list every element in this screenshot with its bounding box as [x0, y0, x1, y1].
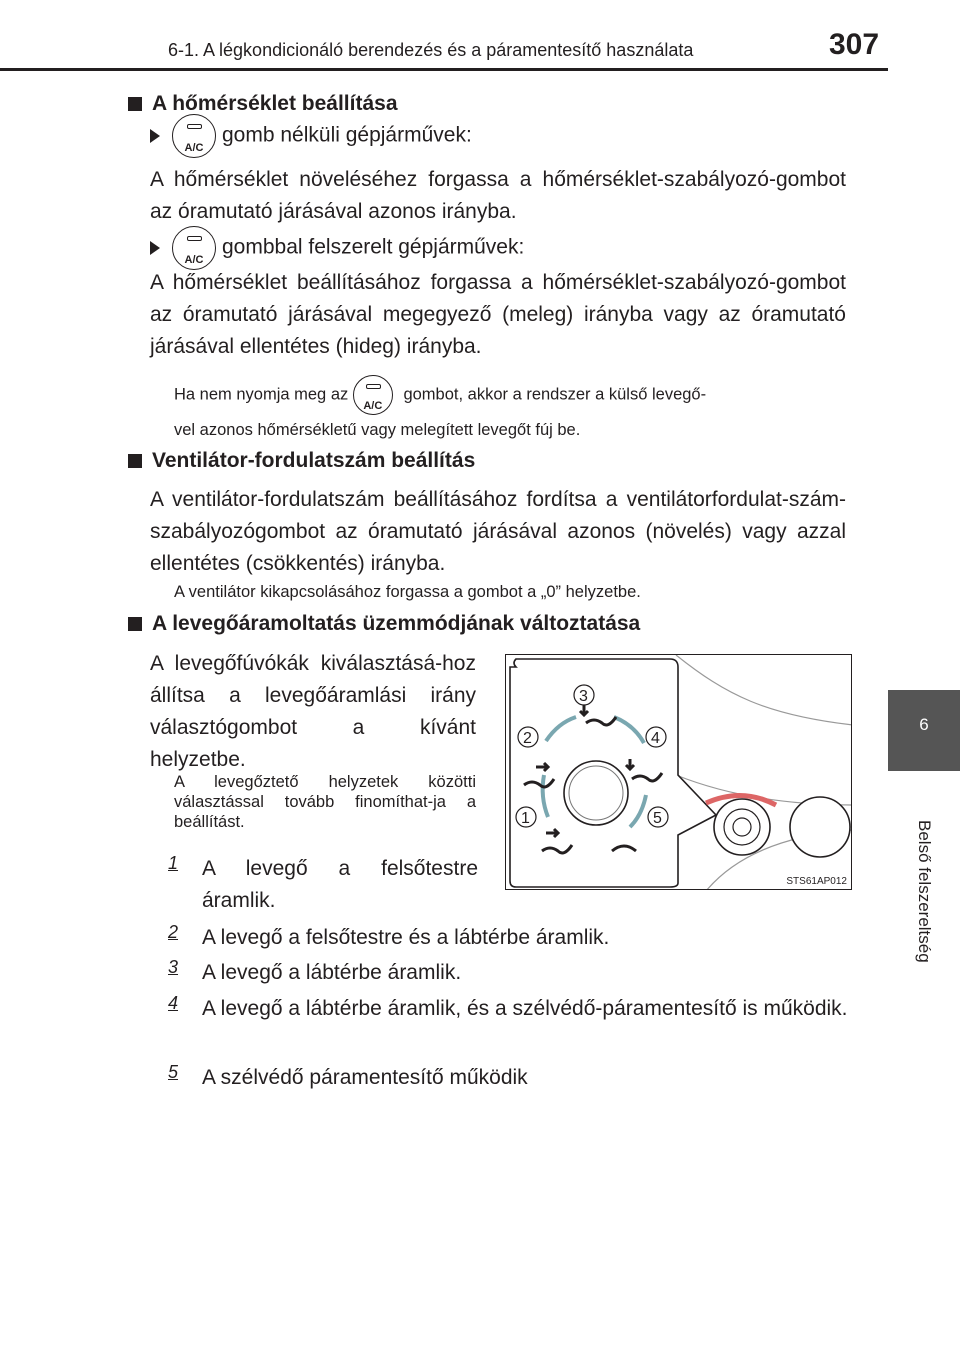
airflow-item: 2 A levegő a felsőtestre és a lábtérbe áramlik.: [168, 922, 610, 949]
airflow-item: 3 A levegő a lábtérbe áramlik.: [168, 957, 462, 984]
ac-button-icon: A/C: [353, 375, 393, 415]
mode-dial: [564, 761, 628, 825]
airflow-paragraph: A levegőfúvókák kiválasztásá-hoz állítsa a levegőáramlási irány választógombot a kívánt helyzetbe.: [150, 652, 476, 771]
ac-button-icon: A/C: [172, 114, 216, 158]
header-rule: [0, 68, 888, 71]
square-bullet-icon: [128, 454, 142, 468]
figure-label-5: 5: [653, 810, 662, 827]
temperature-paragraph-1: A hőmérséklet növeléséhez forgassa a hőmérséklet-szabályozó-gombot az óramutató járásával azonos irányba.: [150, 168, 846, 223]
airflow-item: 4 A levegő a lábtérbe áramlik, és a szélvédő-páramentesítő is működik.: [168, 993, 848, 1020]
airflow-note: A levegőztető helyzetek közötti választással tovább finomíthat-ja a beállítást.: [174, 773, 476, 831]
chapter-title: 6-1. A légkondicionáló berendezés és a páramentesítő használata: [168, 40, 694, 60]
mode-knob: [714, 799, 770, 855]
chapter-tab: 6: [888, 690, 960, 771]
airflow-item: 1 A levegő a felsőtestre áramlik.: [168, 853, 478, 912]
bullet-with-ac: A/C gombbal felszerelt gépjárművek:: [150, 226, 524, 270]
airflow-item: 5 A szélvédő páramentesítő működik: [168, 1062, 528, 1089]
temperature-paragraph-2: A hőmérséklet beállításához forgassa a hőmérséklet-szabályozó-gombot az óramutató járásával megegyező (meleg) irányba vagy az óramutató járásával ellentétes (hideg) irányba.: [150, 271, 846, 358]
section-heading-fan: Ventilátor-fordulatszám beállítás: [128, 449, 475, 473]
figure-label-4: 4: [651, 730, 660, 747]
triangle-bullet-icon: [150, 129, 160, 143]
triangle-bullet-icon: [150, 241, 160, 255]
bullet-without-ac: A/C gomb nélküli gépjárművek:: [150, 114, 472, 158]
fan-note: A ventilátor kikapcsolásához forgassa a gombot a „0” helyzetbe.: [174, 583, 641, 601]
fan-paragraph: A ventilátor-fordulatszám beállításához fordítsa a ventilátorfordulat-szám-szabályozógombot az óramutató járásával azonos (növelés) vagy azzal ellentétes (csökkentés) irányba.: [150, 488, 846, 575]
chapter-tab-label: Belső felszereltség: [915, 820, 934, 963]
square-bullet-icon: [128, 617, 142, 631]
airflow-dial-illustration: [506, 655, 852, 890]
figure-label-3: 3: [579, 688, 588, 705]
figure-label-2: 2: [523, 730, 532, 747]
figure-code: STS61AP012: [786, 876, 847, 887]
page-number: 307: [829, 28, 880, 61]
square-bullet-icon: [128, 97, 142, 111]
ac-button-icon: A/C: [172, 226, 216, 270]
section-heading-airflow: A levegőáramoltatás üzemmódjának változtatása: [128, 612, 640, 636]
section-heading-temperature: A hőmérséklet beállítása: [128, 92, 398, 116]
ac-note: Ha nem nyomja meg az A/C gombot, akkor a rendszer a külső levegő- vel azonos hőmérsékletű vagy melegített levegőt fúj be.: [174, 375, 846, 445]
airflow-mode-figure: [505, 654, 852, 890]
figure-label-1: 1: [521, 810, 530, 827]
